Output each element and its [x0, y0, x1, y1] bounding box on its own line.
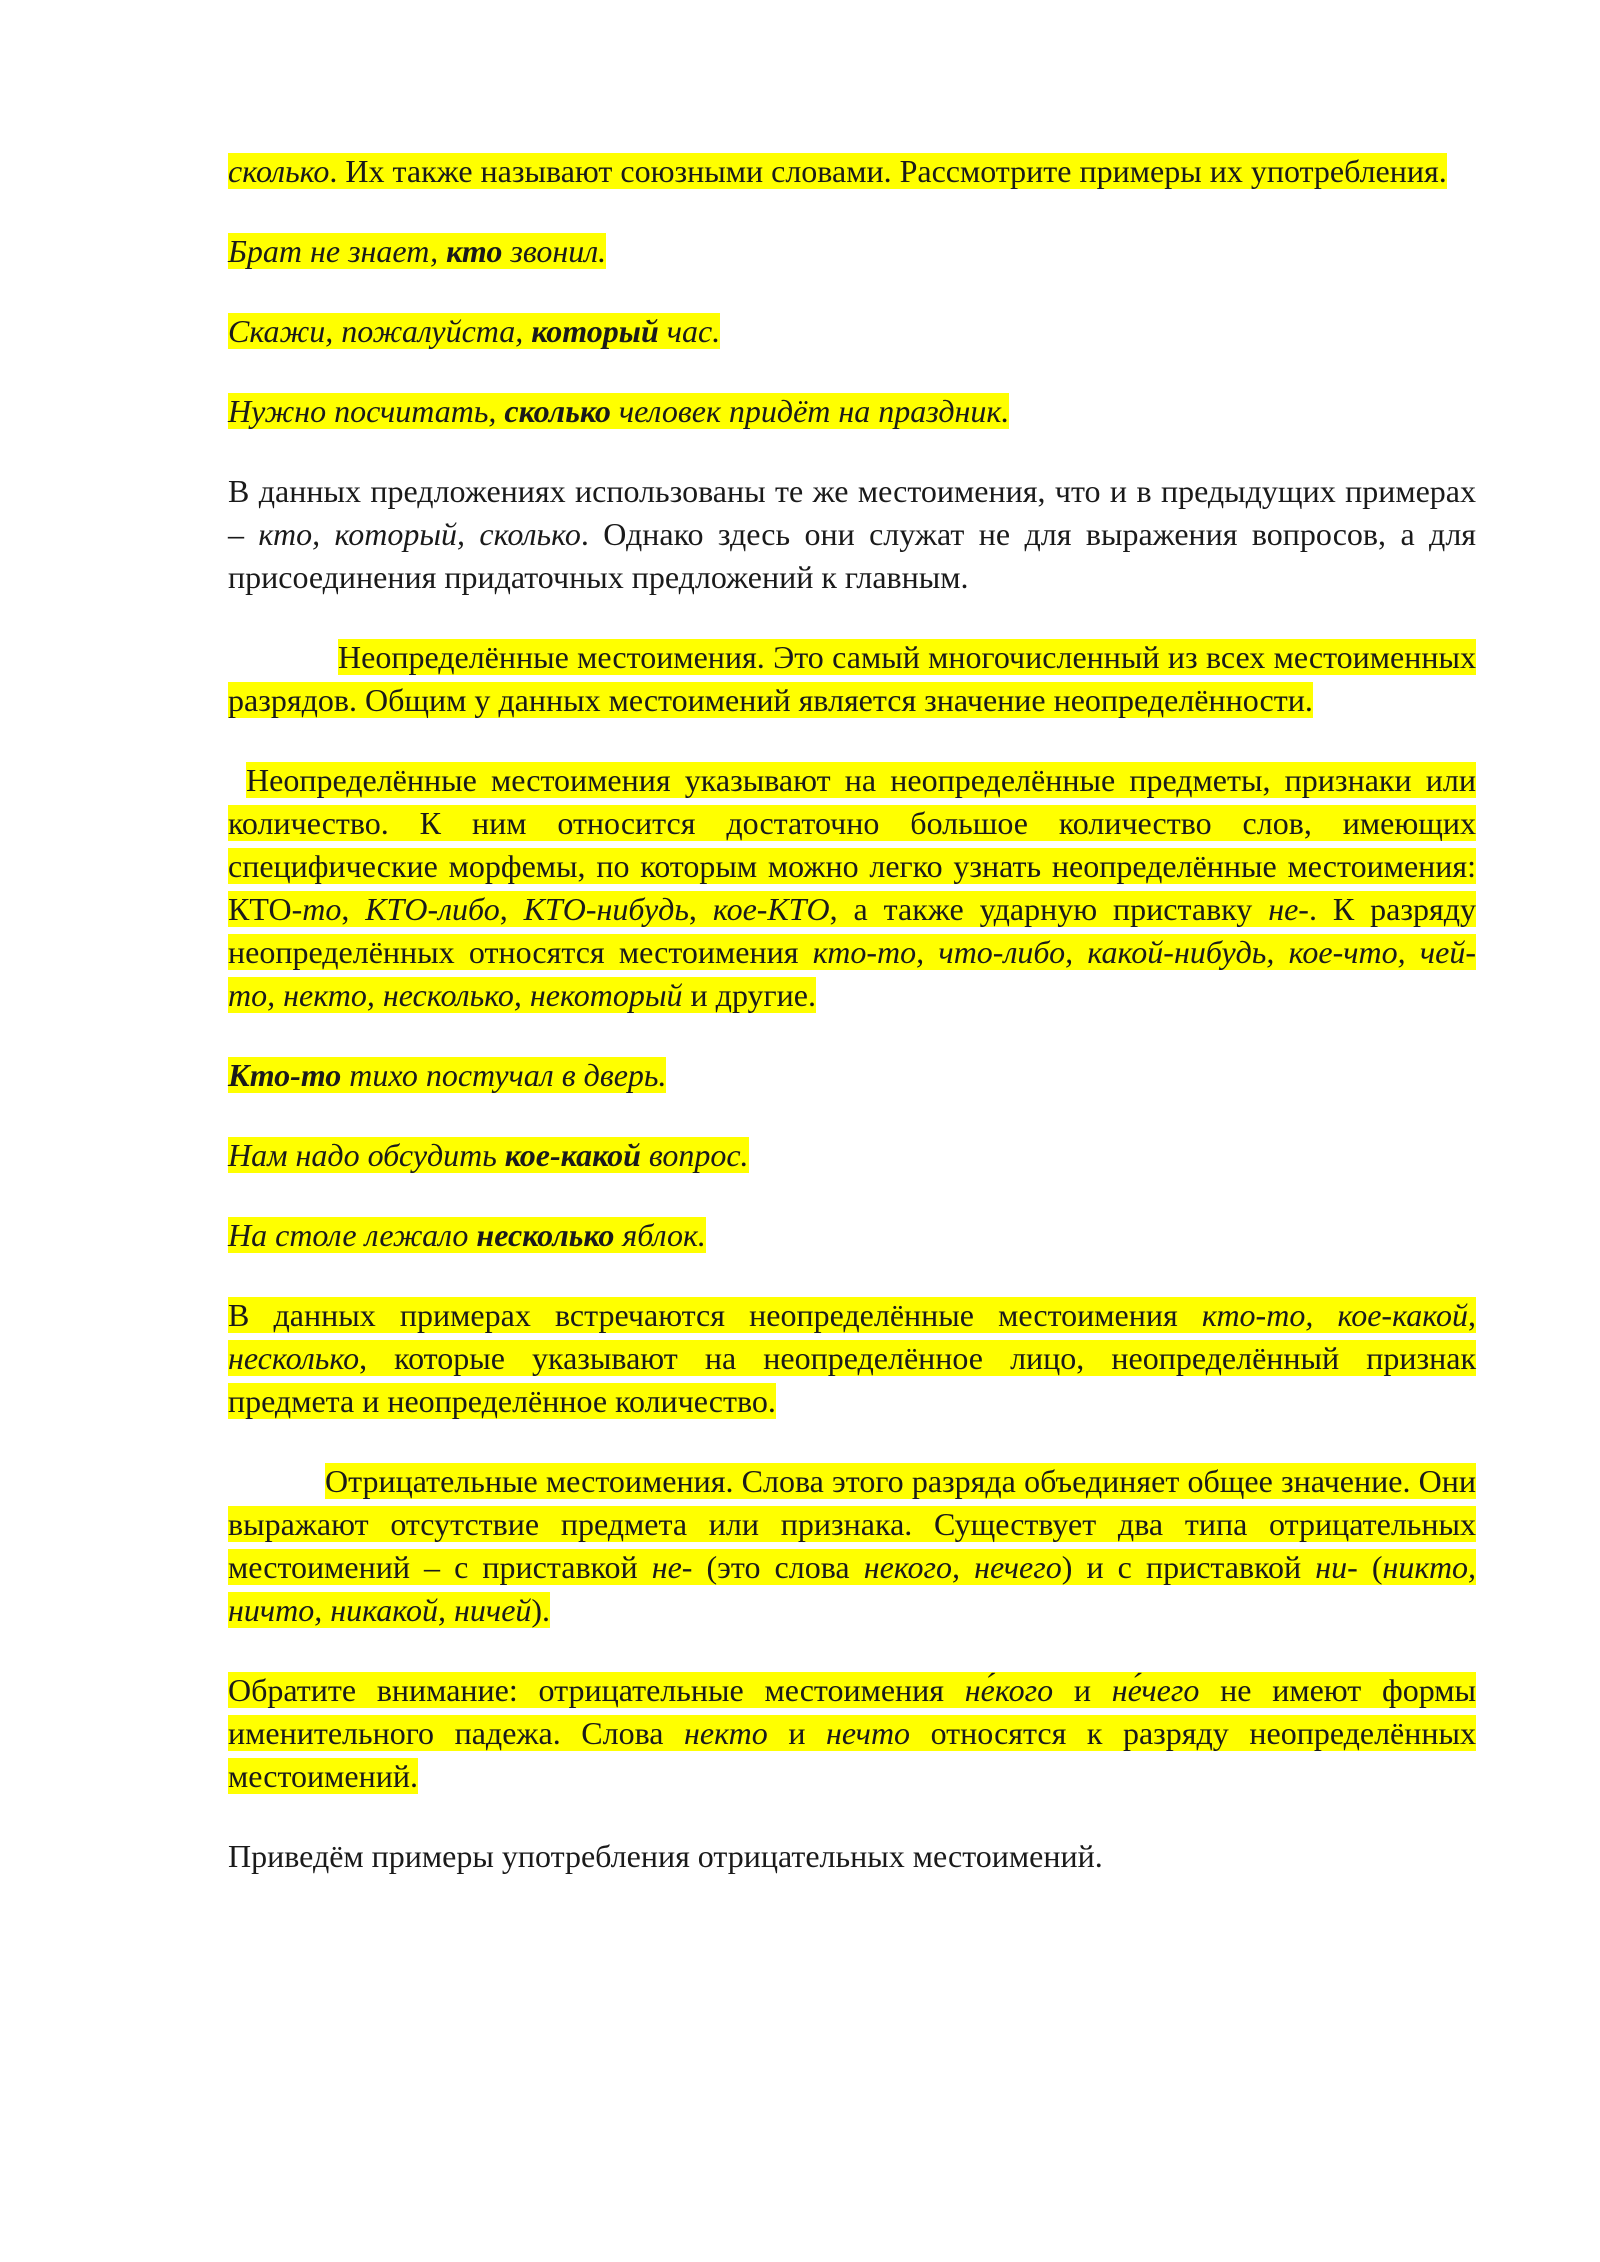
text-run: звонил. — [502, 233, 607, 269]
text-run: В данных примерах встречаются неопределённые местоимения — [228, 1297, 1202, 1333]
paragraph-explanation — [228, 470, 1476, 599]
text-run: некого, нечего — [863, 1549, 1062, 1585]
text-run: КТО-либо — [365, 891, 500, 927]
highlighted-text — [228, 639, 1476, 718]
text-run: . Их также называют союзными словами. Рассмотрите примеры их употребления. — [329, 153, 1447, 189]
text-run: Неопределённые местоимения указывают на неопределённые предметы, признаки или количество. К ним относится достаточно большое количество слов, имеющих специфические морфемы, по которым можно легко узнать неопределённые местоимения: КТО- — [228, 762, 1476, 927]
paragraph-closing — [228, 1835, 1476, 1878]
example-sentence — [228, 230, 1476, 273]
text-run: не имеют формы именительного падежа. Слова — [228, 1672, 1477, 1751]
text-run: несколько — [228, 1340, 360, 1376]
text-run: Отрицательные местоимения. Слова этого разряда объединяет общее значение. Они выражают отсутствие предмета или признака. Существует два типа отрицательных местоимений – с приставкой — [228, 1463, 1476, 1585]
text-run: кто, который, сколько — [258, 516, 581, 552]
document-page — [228, 150, 1476, 1915]
text-run: то — [302, 891, 342, 927]
text-run: не- — [651, 1549, 693, 1585]
text-run: Приведём примеры употребления отрицательных местоимений. — [228, 1838, 1103, 1874]
text-run: ни- — [1315, 1549, 1358, 1585]
text-run: Скажи, пожалуйста, — [228, 313, 532, 349]
text-run: яблок. — [614, 1217, 706, 1253]
paragraph-note — [228, 1669, 1476, 1798]
example-sentence — [228, 1054, 1476, 1097]
highlighted-text — [228, 153, 1447, 189]
text-run: и другие. — [682, 977, 816, 1013]
text-run: тихо постучал в дверь. — [341, 1057, 667, 1093]
text-run: вопрос. — [640, 1137, 749, 1173]
text-run: час. — [658, 313, 721, 349]
text-run: ). — [531, 1592, 551, 1628]
text-run: (это слова — [692, 1549, 864, 1585]
paragraph-negative-pronouns — [228, 1460, 1476, 1632]
highlighted-text — [228, 1057, 666, 1093]
key-word: Кто-то — [228, 1057, 342, 1093]
key-word: кто — [446, 233, 503, 269]
text-run: Обратите внимание: отрицательные местоимения — [228, 1672, 965, 1708]
text-run: относятся к разряду неопределённых местоимений. — [228, 1715, 1477, 1794]
highlighted-text — [228, 233, 606, 269]
highlighted-text — [228, 762, 1476, 1013]
text-run: и — [767, 1715, 827, 1751]
text-run: , — [341, 891, 366, 927]
paragraph-indefinite-examples-summary — [228, 1294, 1476, 1423]
text-run: . Однако здесь они служат не для выражения вопросов, а для присоединения придаточных предложений к главным. — [228, 516, 1477, 595]
text-run: Брат не знает, — [228, 233, 447, 269]
highlighted-text — [228, 313, 720, 349]
text-run: ( — [1357, 1549, 1383, 1585]
highlighted-text — [228, 1463, 1476, 1628]
text-run: , а также ударную приставку — [829, 891, 1269, 927]
highlighted-text — [228, 1672, 1476, 1794]
text-run: В данных предложениях использованы те же местоимения, что и в предыдущих примерах – — [228, 473, 1476, 552]
text-run: не́чего — [1111, 1672, 1200, 1708]
text-run: сколько — [228, 153, 330, 189]
text-run: КТО-нибудь — [523, 891, 689, 927]
text-run: кто-то, кое-какой — [1201, 1297, 1469, 1333]
example-sentence — [228, 310, 1476, 353]
text-run: не- — [1268, 891, 1309, 927]
text-run: кое-КТО — [712, 891, 830, 927]
key-word: сколько — [504, 393, 611, 429]
text-run: никто, ничто, никакой, ничей — [228, 1549, 1477, 1628]
text-run: кто-то, что-либо, какой-нибудь, кое-что, чей-то, некто, несколько, некоторый — [228, 934, 1477, 1013]
text-run: , которые указывают на неопределённое лицо, неопределённый признак предмета и неопределённое количество. — [228, 1340, 1476, 1419]
paragraph-indefinite-description — [228, 759, 1476, 1017]
text-run: Нам надо обсудить — [228, 1137, 505, 1173]
text-run: , — [1468, 1297, 1477, 1333]
text-run: Нужно посчитать, — [228, 393, 505, 429]
text-run: некто — [684, 1715, 768, 1751]
text-run: нечто — [826, 1715, 911, 1751]
example-sentence — [228, 1134, 1476, 1177]
example-sentence — [228, 1214, 1476, 1257]
paragraph-indefinite-heading — [228, 636, 1476, 722]
text-run: , — [499, 891, 524, 927]
text-run: . К разряду неопределённых относятся местоимения — [228, 891, 1477, 970]
example-sentence — [228, 390, 1476, 433]
highlighted-text — [228, 1217, 706, 1253]
paragraph-conjunctive-words — [228, 150, 1476, 193]
text-run: человек придёт на праздник. — [610, 393, 1010, 429]
key-word: который — [531, 313, 659, 349]
text-run: , — [688, 891, 713, 927]
highlighted-text — [228, 1297, 1476, 1419]
highlighted-text — [228, 1137, 749, 1173]
text-run: Неопределённые местоимения. Это самый многочисленный из всех местоименных разрядов. Общим у данных местоимений является значение неопределённости. — [228, 639, 1476, 718]
text-run: и — [1053, 1672, 1112, 1708]
highlighted-text — [228, 393, 1009, 429]
text-run: ) и с приставкой — [1061, 1549, 1316, 1585]
text-run: На столе лежало — [228, 1217, 477, 1253]
key-word: несколько — [476, 1217, 615, 1253]
text-run: не́кого — [964, 1672, 1054, 1708]
key-word: кое-какой — [504, 1137, 641, 1173]
